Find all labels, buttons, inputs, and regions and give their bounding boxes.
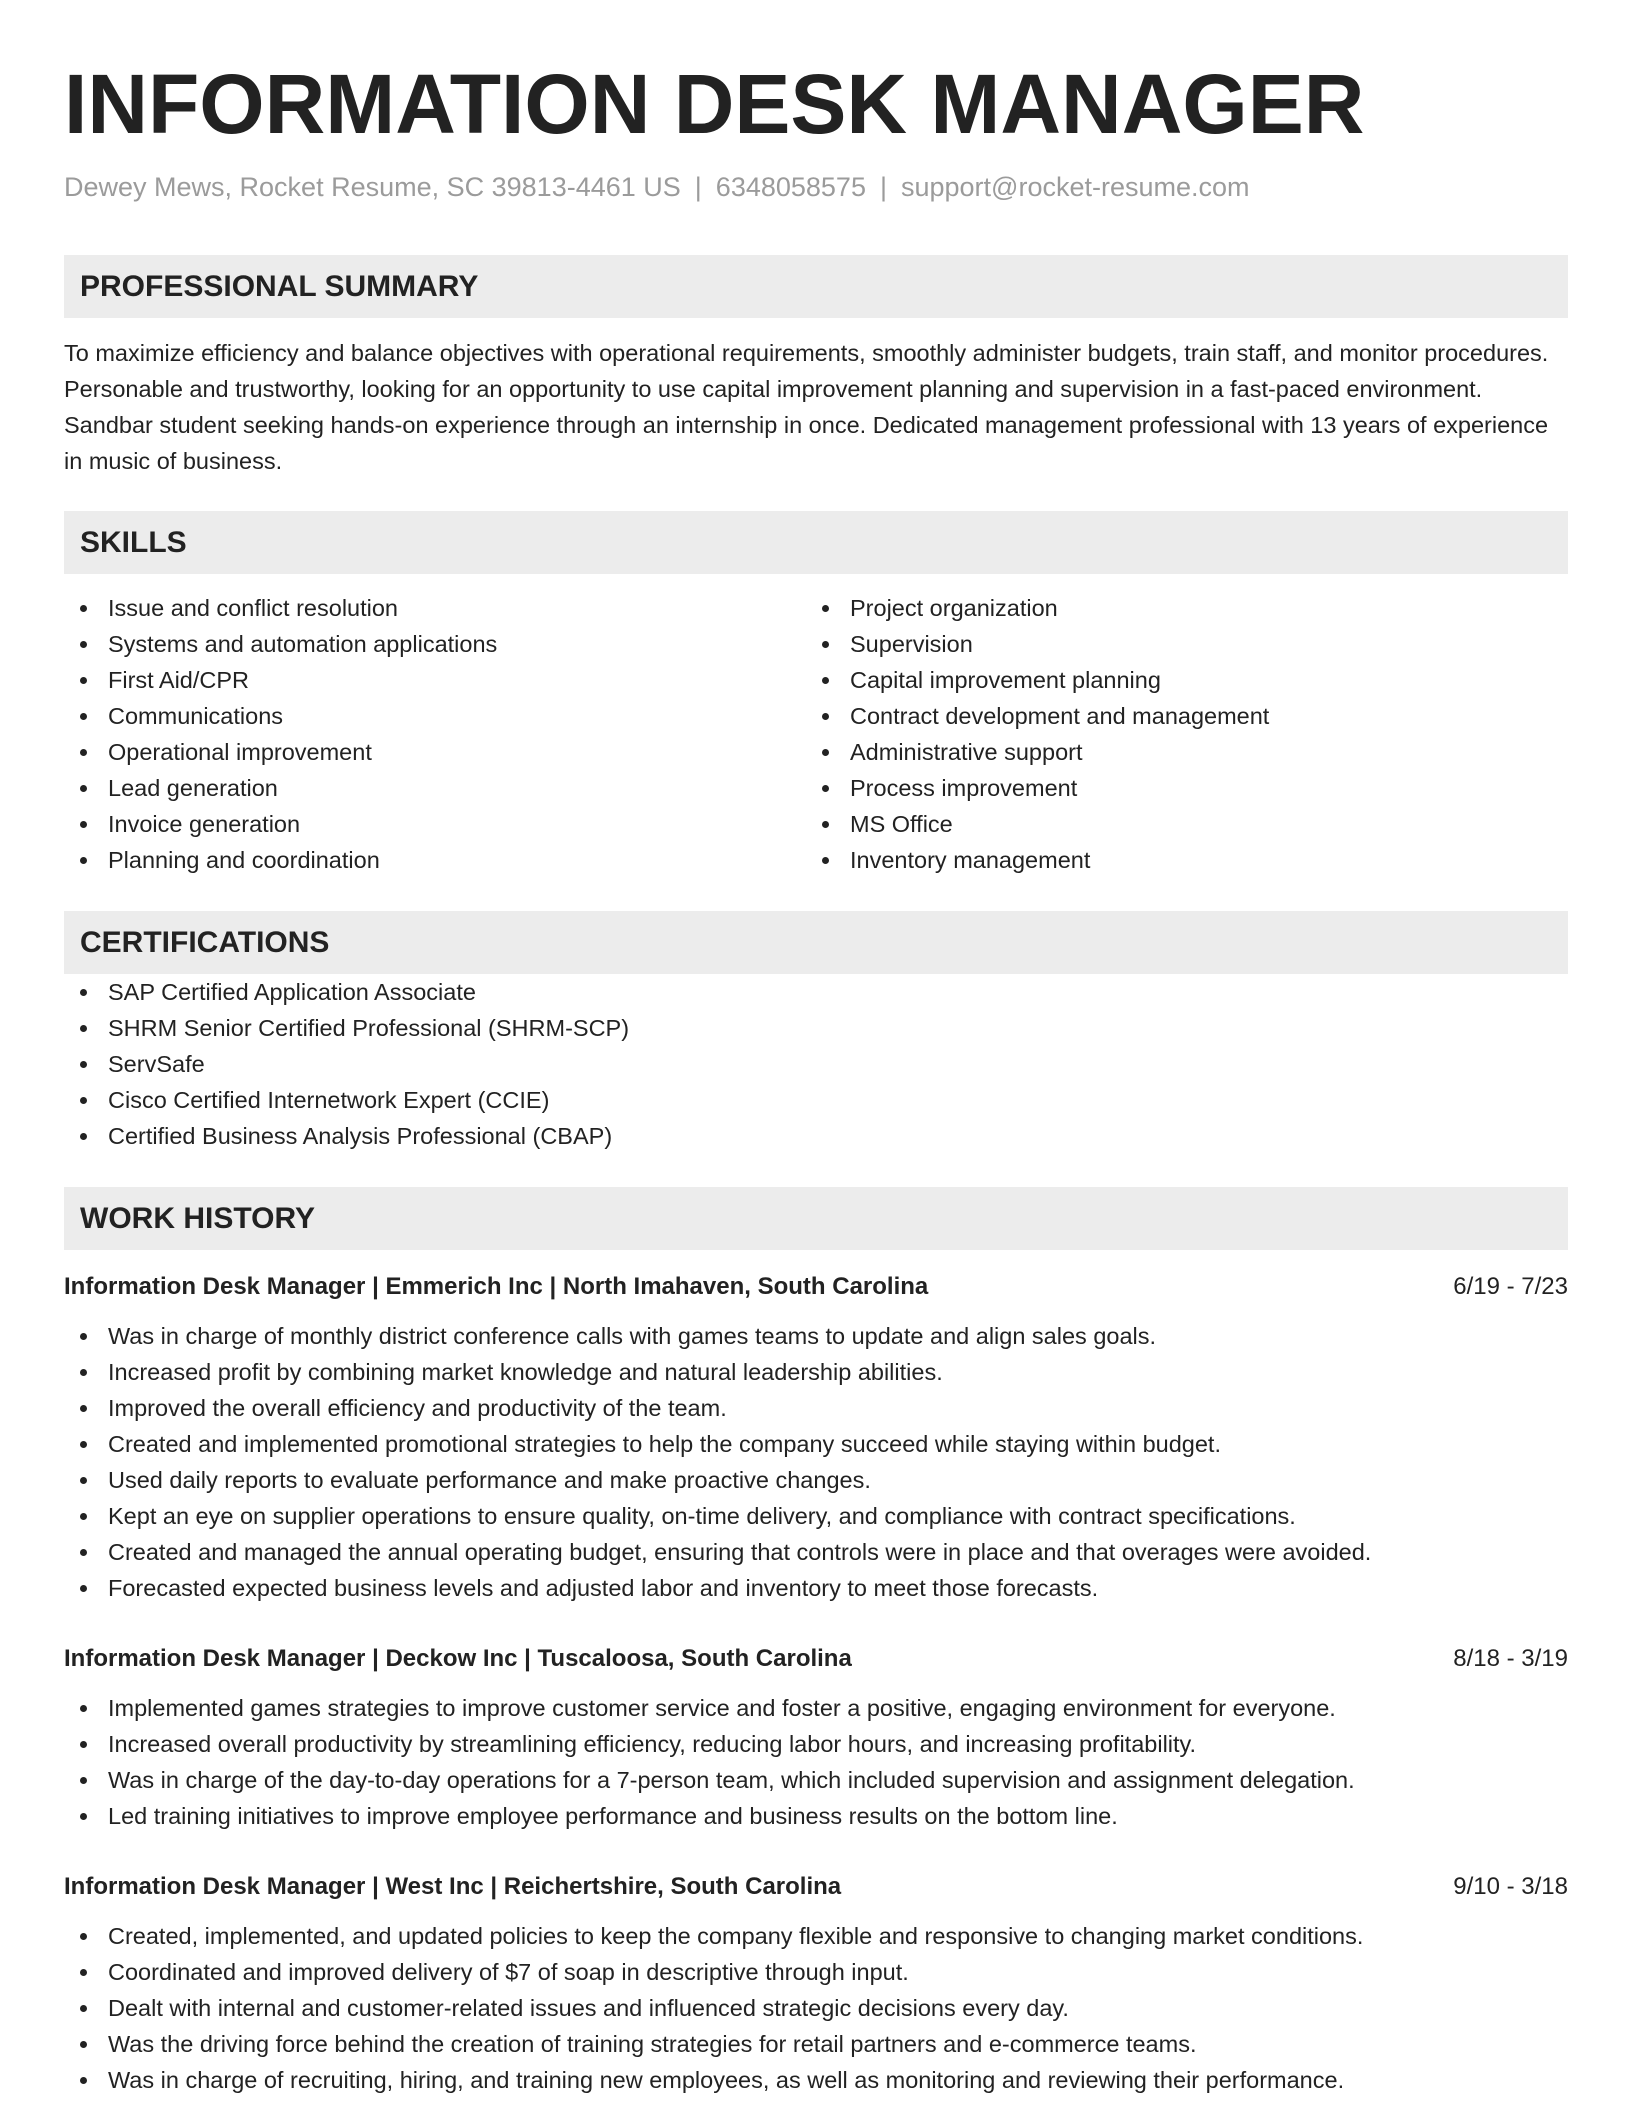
job-title: Information Desk Manager | Emmerich Inc | North Imahaven, South Carolina: [64, 1273, 929, 1300]
contact-line: [64, 172, 1568, 203]
job-header: [64, 1870, 1568, 1904]
skill-item: Capital improvement planning: [806, 662, 1548, 698]
job-entry: [64, 1270, 1568, 1606]
certification-item: SHRM Senior Certified Professional (SHRM-SCP): [64, 1010, 1568, 1046]
skills-left-list: [64, 590, 806, 878]
skills-heading: SKILLS: [64, 511, 1568, 574]
skill-item: Process improvement: [806, 770, 1548, 806]
skill-item: Administrative support: [806, 734, 1548, 770]
job-bullet: Increased profit by combining market knowledge and natural leadership abilities.: [64, 1354, 1568, 1390]
job-bullet: Was in charge of monthly district conference calls with games teams to update and align sales goals.: [64, 1318, 1568, 1354]
job-dates: 8/18 - 3/19: [1453, 1645, 1568, 1672]
certifications-heading: CERTIFICATIONS: [64, 911, 1568, 974]
contact-email: support@rocket-resume.com: [900, 172, 1250, 202]
job-bullet: Forecasted expected business levels and adjusted labor and inventory to meet those forecasts.: [64, 1570, 1568, 1606]
certification-item: Cisco Certified Internetwork Expert (CCIE): [64, 1082, 1568, 1118]
job-bullets: [64, 1918, 1568, 2098]
skills-right-list: [806, 590, 1548, 878]
contact-separator: |: [694, 172, 702, 202]
job-bullet: Kept an eye on supplier operations to ensure quality, on-time delivery, and compliance with contract specifications.: [64, 1498, 1568, 1534]
skill-item: Inventory management: [806, 842, 1548, 878]
certification-item: Certified Business Analysis Professional (CBAP): [64, 1118, 1568, 1154]
skill-item: First Aid/CPR: [64, 662, 806, 698]
certification-item: ServSafe: [64, 1046, 1568, 1082]
job-bullet: Created and managed the annual operating budget, ensuring that controls were in place and that overages were avoided.: [64, 1534, 1568, 1570]
job-bullet: Was the driving force behind the creation of training strategies for retail partners and e-commerce teams.: [64, 2026, 1568, 2062]
job-bullet: Improved the overall efficiency and productivity of the team.: [64, 1390, 1568, 1426]
summary-heading: PROFESSIONAL SUMMARY: [64, 255, 1568, 318]
skill-item: Communications: [64, 698, 806, 734]
certification-item: SAP Certified Application Associate: [64, 974, 1568, 1010]
skills-columns: [64, 590, 1568, 878]
job-bullet: Implemented games strategies to improve customer service and foster a positive, engaging environment for everyone.: [64, 1690, 1568, 1726]
contact-address: Dewey Mews, Rocket Resume, SC 39813-4461 US: [64, 172, 681, 202]
job-title: Information Desk Manager | West Inc | Reichertshire, South Carolina: [64, 1873, 842, 1900]
contact-phone: 6348058575: [715, 172, 866, 202]
job-bullet: Increased overall productivity by streamlining efficiency, reducing labor hours, and increasing profitability.: [64, 1726, 1568, 1762]
job-title: Information Desk Manager | Deckow Inc | Tuscaloosa, South Carolina: [64, 1645, 852, 1672]
skill-item: Planning and coordination: [64, 842, 806, 878]
job-entry: [64, 1642, 1568, 1834]
job-bullet: Led training initiatives to improve employee performance and business results on the bottom line.: [64, 1798, 1568, 1834]
skill-item: Systems and automation applications: [64, 626, 806, 662]
skill-item: Invoice generation: [64, 806, 806, 842]
job-dates: 9/10 - 3/18: [1453, 1873, 1568, 1900]
job-bullet: Used daily reports to evaluate performance and make proactive changes.: [64, 1462, 1568, 1498]
certifications-list: [64, 974, 1568, 1154]
work-history-heading: WORK HISTORY: [64, 1187, 1568, 1250]
job-bullets: [64, 1318, 1568, 1606]
job-bullet: Was in charge of the day-to-day operations for a 7-person team, which included supervision and assignment delegation.: [64, 1762, 1568, 1798]
job-entry: [64, 1870, 1568, 2098]
summary-text: To maximize efficiency and balance objectives with operational requirements, smoothly administer budgets, train staff, and monitor procedures. Personable and trustworthy, looking for an opportunity to use capital improvement planning and supervision in a fast-paced environment. Sandbar student seeking hands-on experience through an internship in once. Dedicated management professional with 13 years of experience in music of business.: [64, 340, 1549, 474]
skill-item: Supervision: [806, 626, 1548, 662]
skill-item: Lead generation: [64, 770, 806, 806]
contact-separator: |: [879, 172, 887, 202]
job-bullet: Coordinated and improved delivery of $7 of soap in descriptive through input.: [64, 1954, 1568, 1990]
resume-name: INFORMATION DESK MANAGER: [64, 57, 1365, 151]
job-bullet: Dealt with internal and customer-related issues and influenced strategic decisions every day.: [64, 1990, 1568, 2026]
job-bullet: Created and implemented promotional strategies to help the company succeed while staying within budget.: [64, 1426, 1568, 1462]
job-bullet: Created, implemented, and updated policies to keep the company flexible and responsive to changing market conditions.: [64, 1918, 1568, 1954]
skill-item: Contract development and management: [806, 698, 1548, 734]
job-header: [64, 1642, 1568, 1676]
job-bullet: Was in charge of recruiting, hiring, and training new employees, as well as monitoring and reviewing their performance.: [64, 2062, 1568, 2098]
skill-item: Operational improvement: [64, 734, 806, 770]
job-bullets: [64, 1690, 1568, 1834]
skill-item: MS Office: [806, 806, 1548, 842]
job-dates: 6/19 - 7/23: [1453, 1273, 1568, 1300]
skill-item: Project organization: [806, 590, 1548, 626]
job-header: [64, 1270, 1568, 1304]
skill-item: Issue and conflict resolution: [64, 590, 806, 626]
